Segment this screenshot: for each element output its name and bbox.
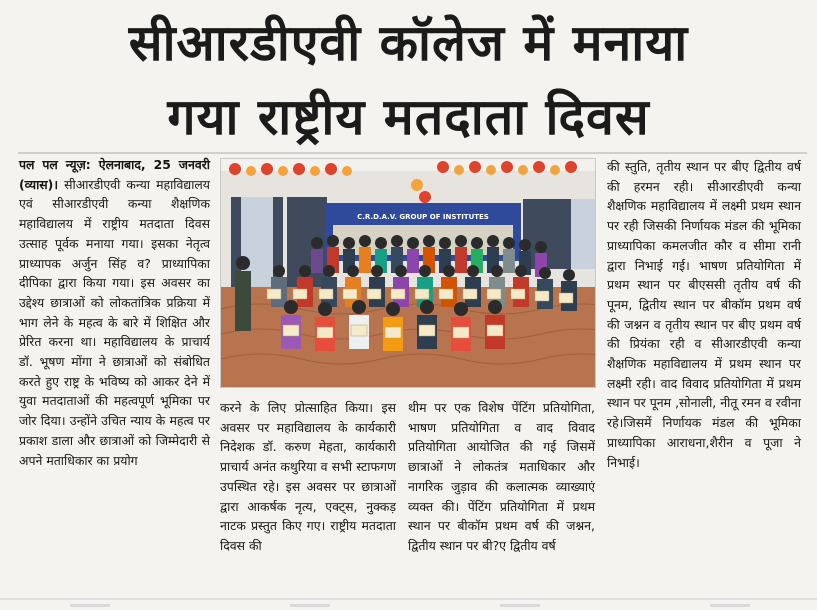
dateline: पल पल न्यूज़: ऐलनाबाद, 25 जनवरी (व्यास)। (19, 157, 210, 192)
event-photo-illustration (221, 159, 595, 387)
footer-mark (710, 604, 750, 607)
headline-line-1: सीआरडीएवी कॉलेज में मनाया (128, 14, 689, 72)
headline-divider (18, 152, 807, 154)
article-text-col4: की स्तुति, तृतीय स्थान पर बीए द्वितीय वर्ष की हरमन रही। सीआरडीएवी कन्या शैक्षणिक महाविद्यालय में लक्ष्मी प्रथम स्थान पर रही जिसकी निर्णायक मंडल की भूमिका प्राध्यापिका कमलजीत कौर व सीमा रानी द्वारा निभाई गई। भाषण प्रतियोगिता में प्रथम स्थान पर बीएससी तृतीय वर्ष की पूनम, द्वितीय स्थान पर बीकॉम प्रथम वर्ष की जश्नन व तृतीय स्थान पर बीए प्रथम वर्ष की प्रियंका रही व सीआरडीएवी कन्या शैक्षणिक महाविद्यालय में प्रथम स्थान पर लक्ष्मी रही। वाद विवाद प्रतियोगिता में प्रथम स्थान पर पूनम ,सोनाली, नीतू रमन व रवीना रहे।जिसमें निर्णायक मंडल की भूमिका प्राध्यापिका आराधना,शैरीन व पूजा ने निभाई। (607, 159, 801, 470)
footer-mark (290, 604, 330, 607)
article-text-col2: करने के लिए प्रोत्साहित किया। इस अवसर पर महाविद्यालय के कार्यकारी निदेशक डॉ. करुण मेहता, कार्यकारी प्राचार्य अनंत कथुरिया व सभी स्टाफगण उपस्थित रहे। इस अवसर पर छात्राओं द्वारा आकर्षक नृत्य, एक्ट्स, नुक्कड़ नाटक प्रस्तुत किए गए। राष्ट्रीय मतदाता दिवस की (220, 400, 396, 553)
article-column-1 (19, 155, 210, 470)
footer-mark (70, 604, 110, 607)
banner-text: C.R.D.A.V. GROUP OF INSTITUTES (357, 213, 489, 221)
article-column-4 (607, 157, 801, 472)
article-column-2 (220, 398, 396, 556)
article-text-col1: सीआरडीएवी कन्या महाविद्यालय एवं सीआरडीएवी कन्या शैक्षणिक महाविद्यालय में राष्ट्रीय मतदाता दिवस उत्साह पूर्वक मनाया गया। इसका नेतृत्व प्राध्यापक अर्जुन सिंह व? प्राध्यापिका दीपिका द्वारा किया गया। इस अवसर का उद्देश्य छात्राओं को लोकतांत्रिक प्रक्रिया में भाग लेने के महत्व के बारे में शिक्षित और प्रेरित करना था। महाविद्यालय के प्राचार्य डॉ. भूषण मोंगा ने छात्राओं को संबोधित करते हुए राष्ट्र के भविष्य को आकर देने में युवा मतदाताओं की महत्वपूर्ण भूमिका पर जोर दिया। उन्होंने उचित न्याय के महत्व पर प्रकाश डाला और छात्राओं को जिम्मेदारी से अपने मताधिकार का प्रयोग (19, 176, 210, 468)
article-text-col3: थीम पर एक विशेष पेंटिंग प्रतियोगिता, भाषण प्रतियोगिता व वाद विवाद प्रतियोगिता आयोजित की गई जिसमें छात्राओं ने लोकतंत्र मताधिकार और नागरिक जुड़ाव की कलात्मक व्याख्याएं व्यक्त की। पेंटिंग प्रतियोगिता में प्रथम स्थान पर बीकॉम प्रथम वर्ष की जश्नन, द्वितीय स्थान पर बी?ए द्वितीय वर्ष (408, 400, 595, 553)
event-photo (220, 158, 596, 388)
article-column-3 (408, 398, 595, 556)
footer-mark (500, 604, 540, 607)
page-bottom-rule (0, 598, 817, 600)
headline-line-2: गया राष्ट्रीय मतदाता दिवस (167, 88, 650, 146)
